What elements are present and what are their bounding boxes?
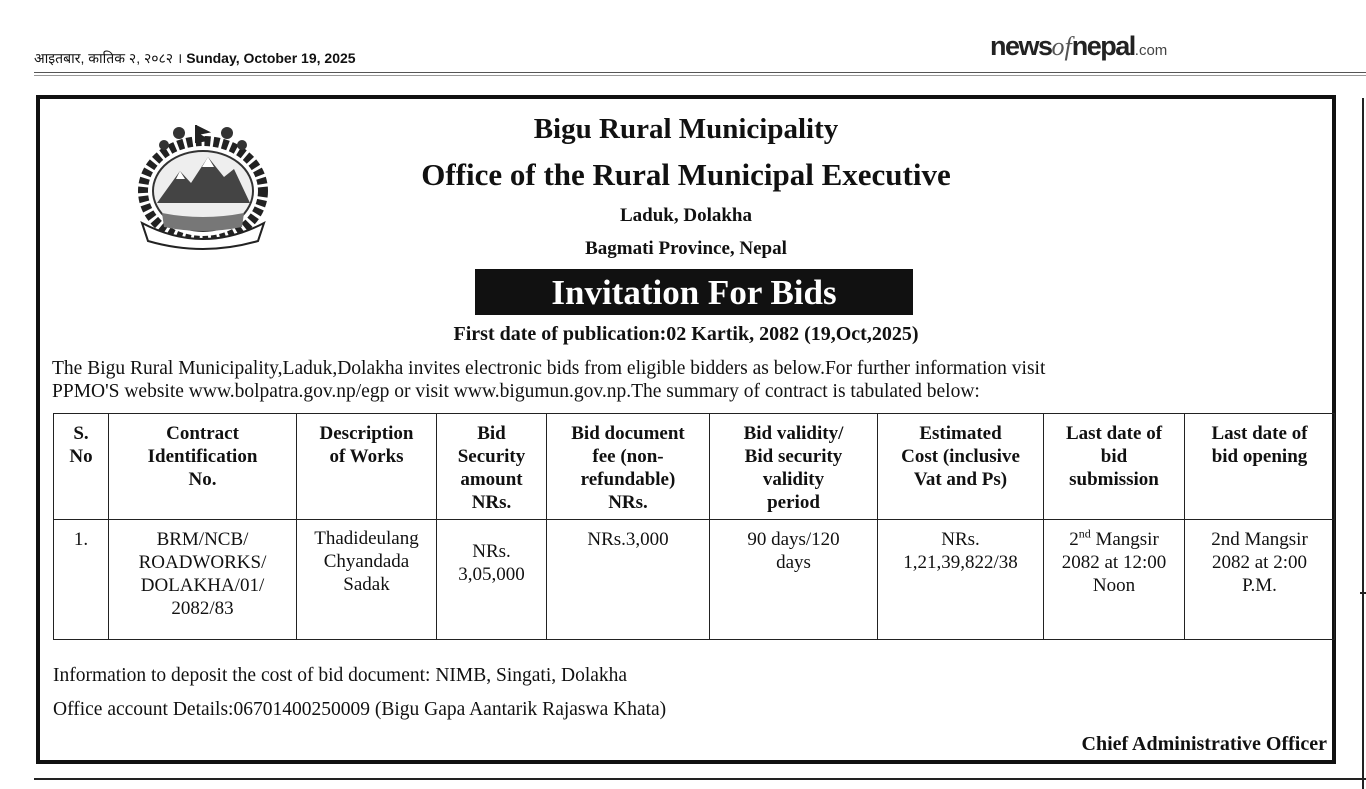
header-bid-security: Bid Security amount NRs. [437, 414, 547, 520]
cell-sno: 1. [54, 520, 109, 640]
intro-paragraph [52, 357, 1322, 403]
municipality-name: Bigu Rural Municipality [533, 113, 839, 145]
cell-estimated-cost: NRs. 1,21,39,822/38 [878, 520, 1044, 640]
intro-line: The Bigu Rural Municipality,Laduk,Dolakha invites electronic bids from eligible bidders as below.For further information visit [52, 358, 1046, 379]
date-english: Sunday, October 19, 2025 [186, 50, 356, 66]
cell-opening-date: 2nd Mangsir 2082 at 2:00 P.M. [1185, 520, 1335, 640]
deposit-info: Information to deposit the cost of bid document: NIMB, Singati, Dolakha [53, 665, 628, 686]
office-province: Bagmati Province, Nepal [585, 238, 787, 259]
page-bottom-rule [34, 778, 1366, 780]
brand-news: news [990, 31, 1052, 61]
brand-nepal: nepal [1071, 31, 1135, 61]
signatory: Chief Administrative Officer [1081, 733, 1327, 755]
bid-notice [36, 95, 1336, 764]
header-contract-id: Contract Identification No. [109, 414, 297, 520]
column-divider [1362, 98, 1364, 789]
newsofnepal-logo [990, 31, 1167, 62]
brand-of: of [1051, 32, 1072, 61]
intro-line: PPMO'S website www.bolpatra.gov.np/egp or visit www.bigumun.gov.np.The summary of contract is tabulated below: [52, 381, 980, 402]
cell-validity: 90 days/120 days [710, 520, 878, 640]
cell-submission-date: 2nd Mangsir 2082 at 12:00 Noon [1044, 520, 1185, 640]
office-name: Office of the Rural Municipal Executive [421, 157, 951, 192]
header-document-fee: Bid document fee (non- refundable) NRs. [547, 414, 710, 520]
account-info: Office account Details:06701400250009 (Bigu Gapa Aantarik Rajaswa Khata) [53, 699, 667, 720]
header-submission-date: Last date of bid submission [1044, 414, 1185, 520]
masthead-rule [34, 72, 1366, 73]
header-estimated-cost: Estimated Cost (inclusive Vat and Ps) [878, 414, 1044, 520]
cell-bid-security: NRs. 3,05,000 [437, 520, 547, 640]
invitation-banner: Invitation For Bids [475, 269, 913, 315]
header-description: Description of Works [297, 414, 437, 520]
cell-document-fee: NRs.3,000 [547, 520, 710, 640]
table-header-row [54, 414, 1335, 520]
newspaper-masthead [0, 0, 1366, 80]
header-sno: S. No [54, 414, 109, 520]
date-nepali: आइतबार, कातिक २, २०८२ । [34, 50, 183, 66]
cell-contract-id: BRM/NCB/ ROADWORKS/ DOLAKHA/01/ 2082/83 [109, 520, 297, 640]
cell-description: Thadideulang Chyandada Sadak [297, 520, 437, 640]
brand-com: .com [1134, 42, 1168, 59]
dateline [34, 49, 356, 68]
header-validity: Bid validity/ Bid security validity period [710, 414, 878, 520]
masthead-rule-secondary [34, 75, 1366, 76]
publication-date: First date of publication:02 Kartik, 2082 (19,Oct,2025) [453, 323, 919, 345]
column-divider-tick [1360, 592, 1366, 594]
office-address: Laduk, Dolakha [619, 205, 752, 226]
header-opening-date: Last date of bid opening [1185, 414, 1335, 520]
bid-summary-table [53, 413, 1335, 640]
table-row [54, 520, 1335, 640]
